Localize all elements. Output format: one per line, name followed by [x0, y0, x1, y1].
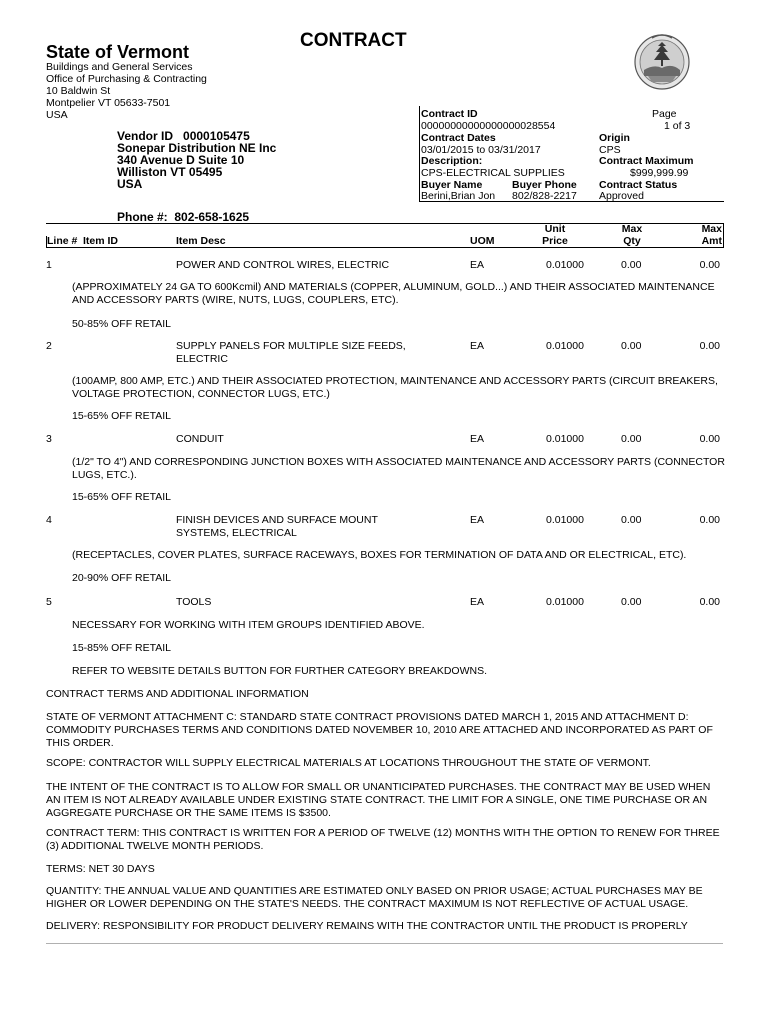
terms-paragraph: TERMS: NET 30 DAYS — [46, 863, 155, 875]
contract-dates-label: Contract Dates — [421, 132, 496, 144]
terms-paragraph: CONTRACT TERM: THIS CONTRACT IS WRITTEN FOR A PERIOD OF TWELVE (12) MONTHS WITH THE OPTION TO RENEW FOR THREE (3) ADDITIONAL TWELVE MONTH PERIODS. — [46, 827, 720, 852]
line-detail: (1/2" TO 4") AND CORRESPONDING JUNCTION BOXES WITH ASSOCIATED MAINTENANCE AND ACCESSORY PARTS (CONNECTOR LUGS, ETC.). — [72, 456, 725, 481]
table-header-bottom-rule — [46, 247, 724, 248]
line-number: 3 — [46, 433, 52, 445]
origin-label: Origin — [599, 132, 630, 144]
column-amt: Amt — [701, 235, 722, 247]
contract-status-value: Approved — [599, 190, 644, 202]
column-price: Price — [542, 235, 568, 247]
line-item-desc: TOOLS — [176, 596, 212, 608]
document-title: CONTRACT — [300, 30, 407, 51]
line-detail: (APPROXIMATELY 24 GA TO 600Kcmil) AND MATERIALS (COPPER, ALUMINUM, GOLD...) AND THEIR ASSOCIATED MAINTENANCE AND ACCESSORY PARTS (WIRE, NUTS, LUGS, COUPLERS, ETC). — [72, 281, 715, 306]
issuer-name: State of Vermont — [46, 42, 190, 62]
line-item-desc: CONDUIT — [176, 433, 224, 445]
line-unit-price: 0.01000 — [546, 514, 584, 526]
description-value: CPS-ELECTRICAL SUPPLIES — [421, 167, 565, 179]
vendor-street: 340 Avenue D Suite 10 — [117, 153, 245, 167]
line-unit-price: 0.01000 — [546, 259, 584, 271]
line-unit-price: 0.01000 — [546, 433, 584, 445]
line-number: 2 — [46, 340, 52, 352]
line-max-amt: 0.00 — [699, 514, 720, 526]
vendor-id-label: Vendor ID — [117, 129, 174, 143]
contract-id-label: Contract ID — [421, 108, 478, 120]
terms-paragraph: SCOPE: CONTRACTOR WILL SUPPLY ELECTRICAL MATERIALS AT LOCATIONS THROUGHOUT THE STATE OF VERMONT. — [46, 757, 651, 769]
contract-status-label: Contract Status — [599, 179, 678, 191]
buyer-name-value: Berini,Brian Jon — [421, 190, 496, 202]
line-max-qty: 0.00 — [621, 596, 642, 608]
line-item-desc: FINISH DEVICES AND SURFACE MOUNT SYSTEMS, ELECTRICAL — [176, 514, 378, 539]
column-unit: Unit — [544, 223, 566, 235]
terms-heading: CONTRACT TERMS AND ADDITIONAL INFORMATION — [46, 688, 309, 700]
issuer-address-line: Montpelier VT 05633-7501 — [46, 97, 171, 109]
vendor-phone-value: 802-658-1625 — [174, 210, 250, 224]
contract-id-value: 00000000000000000028554 — [421, 120, 556, 132]
contract-maximum-label: Contract Maximum — [599, 155, 694, 167]
line-uom: EA — [470, 259, 485, 271]
buyer-phone-label: Buyer Phone — [512, 179, 577, 191]
terms-paragraph: STATE OF VERMONT ATTACHMENT C: STANDARD STATE CONTRACT PROVISIONS DATED MARCH 1, 2015 AND ATTACHMENT D: COMMODITY PURCHASES TERMS AND CONDITIONS DATED NOVEMBER 10, 2010 ARE ATTACHED AND INCORPORATED AS PART OF THIS ORDER. — [46, 711, 713, 749]
column-line-number: Line # — [47, 235, 78, 247]
terms-paragraph: THE INTENT OF THE CONTRACT IS TO ALLOW FOR SMALL OR UNANTICIPATED PURCHASES. THE CONTRACT MAY BE USED WHEN AN ITEM IS NOT ALREADY AVAILABLE UNDER EXISTING STATE CONTRACT. THE LIMIT FOR A SINGLE, ONE TIME PURCHASE OR AN AGGREGATE PURCHASE OR THE SAME ITEMS IS $3500. — [46, 781, 711, 819]
contract-dates-value: 03/01/2015 to 03/31/2017 — [421, 144, 541, 156]
column-qty: Qty — [623, 235, 641, 247]
line-discount: 50-85% OFF RETAIL — [72, 318, 172, 330]
line-note: REFER TO WEBSITE DETAILS BUTTON FOR FURTHER CATEGORY BREAKDOWNS. — [72, 665, 488, 677]
column-max-qty-top: Max — [621, 223, 643, 235]
line-max-amt: 0.00 — [699, 433, 720, 445]
line-max-amt: 0.00 — [699, 259, 720, 271]
line-number: 1 — [46, 259, 52, 271]
issuer-address-line: Buildings and General Services — [46, 61, 193, 73]
terms-paragraph: DELIVERY: RESPONSIBILITY FOR PRODUCT DELIVERY REMAINS WITH THE CONTRACTOR UNTIL THE PRODUCT IS PROPERLY — [46, 920, 688, 932]
line-item-desc: POWER AND CONTROL WIRES, ELECTRIC — [176, 259, 390, 271]
state-seal-icon — [630, 30, 694, 94]
issuer-address-line: USA — [46, 109, 68, 121]
line-discount: 15-85% OFF RETAIL — [72, 642, 172, 654]
description-label: Description: — [421, 155, 483, 167]
line-detail: (RECEPTACLES, COVER PLATES, SURFACE RACEWAYS, BOXES FOR TERMINATION OF DATA AND OR ELECTRICAL, ETC). — [72, 549, 687, 561]
line-uom: EA — [470, 340, 485, 352]
column-max-amt-top: Max — [701, 223, 722, 235]
terms-paragraph: QUANTITY: THE ANNUAL VALUE AND QUANTITIES ARE ESTIMATED ONLY BASED ON PRIOR USAGE; ACTUAL PURCHASES MAY BE HIGHER OR LOWER DEPENDING ON THE STATE'S NEEDS. THE CONTRACT MAXIMUM IS NOT REFLECTIVE OF ACTUAL USAGE. — [46, 885, 703, 910]
page-label: Page — [652, 108, 677, 120]
line-item-desc: SUPPLY PANELS FOR MULTIPLE SIZE FEEDS, ELECTRIC — [176, 340, 406, 365]
line-max-amt: 0.00 — [699, 596, 720, 608]
line-max-qty: 0.00 — [621, 340, 642, 352]
line-uom: EA — [470, 596, 485, 608]
line-number: 4 — [46, 514, 52, 526]
line-max-qty: 0.00 — [621, 259, 642, 271]
column-item-desc: Item Desc — [176, 235, 226, 247]
vendor-city: Williston VT 05495 — [117, 165, 223, 179]
line-discount: 20-90% OFF RETAIL — [72, 572, 172, 584]
line-max-qty: 0.00 — [621, 514, 642, 526]
vendor-id-value: 0000105475 — [183, 129, 250, 143]
vendor-name: Sonepar Distribution NE Inc — [117, 141, 277, 155]
footer-rule — [46, 943, 723, 944]
line-uom: EA — [470, 433, 485, 445]
buyer-name-label: Buyer Name — [421, 179, 483, 191]
line-discount: 15-65% OFF RETAIL — [72, 410, 172, 422]
contract-maximum-value: $999,999.99 — [630, 167, 689, 179]
issuer-address-line: Office of Purchasing & Contracting — [46, 73, 207, 85]
origin-value: CPS — [599, 144, 621, 156]
column-item-id: Item ID — [83, 235, 119, 247]
line-max-amt: 0.00 — [699, 340, 720, 352]
issuer-address-line: 10 Baldwin St — [46, 85, 111, 97]
table-header-right-rule — [723, 223, 724, 247]
page-value: 1 of 3 — [664, 120, 691, 132]
line-uom: EA — [470, 514, 485, 526]
line-unit-price: 0.01000 — [546, 340, 584, 352]
column-uom: UOM — [470, 235, 495, 247]
line-detail: NECESSARY FOR WORKING WITH ITEM GROUPS IDENTIFIED ABOVE. — [72, 619, 425, 631]
line-unit-price: 0.01000 — [546, 596, 584, 608]
vendor-phone — [117, 211, 249, 223]
line-detail: (100AMP, 800 AMP, ETC.) AND THEIR ASSOCIATED PROTECTION, MAINTENANCE AND ACCESSORY PARTS (CIRCUIT BREAKERS, VOLTAGE PROTECTION, CONNECTOR LUGS, ETC.) — [72, 375, 718, 400]
vendor-country: USA — [117, 177, 143, 191]
line-discount: 15-65% OFF RETAIL — [72, 491, 172, 503]
line-number: 5 — [46, 596, 52, 608]
buyer-phone-value: 802/828-2217 — [512, 190, 577, 202]
line-max-qty: 0.00 — [621, 433, 642, 445]
vendor-phone-label: Phone #: — [117, 210, 168, 224]
